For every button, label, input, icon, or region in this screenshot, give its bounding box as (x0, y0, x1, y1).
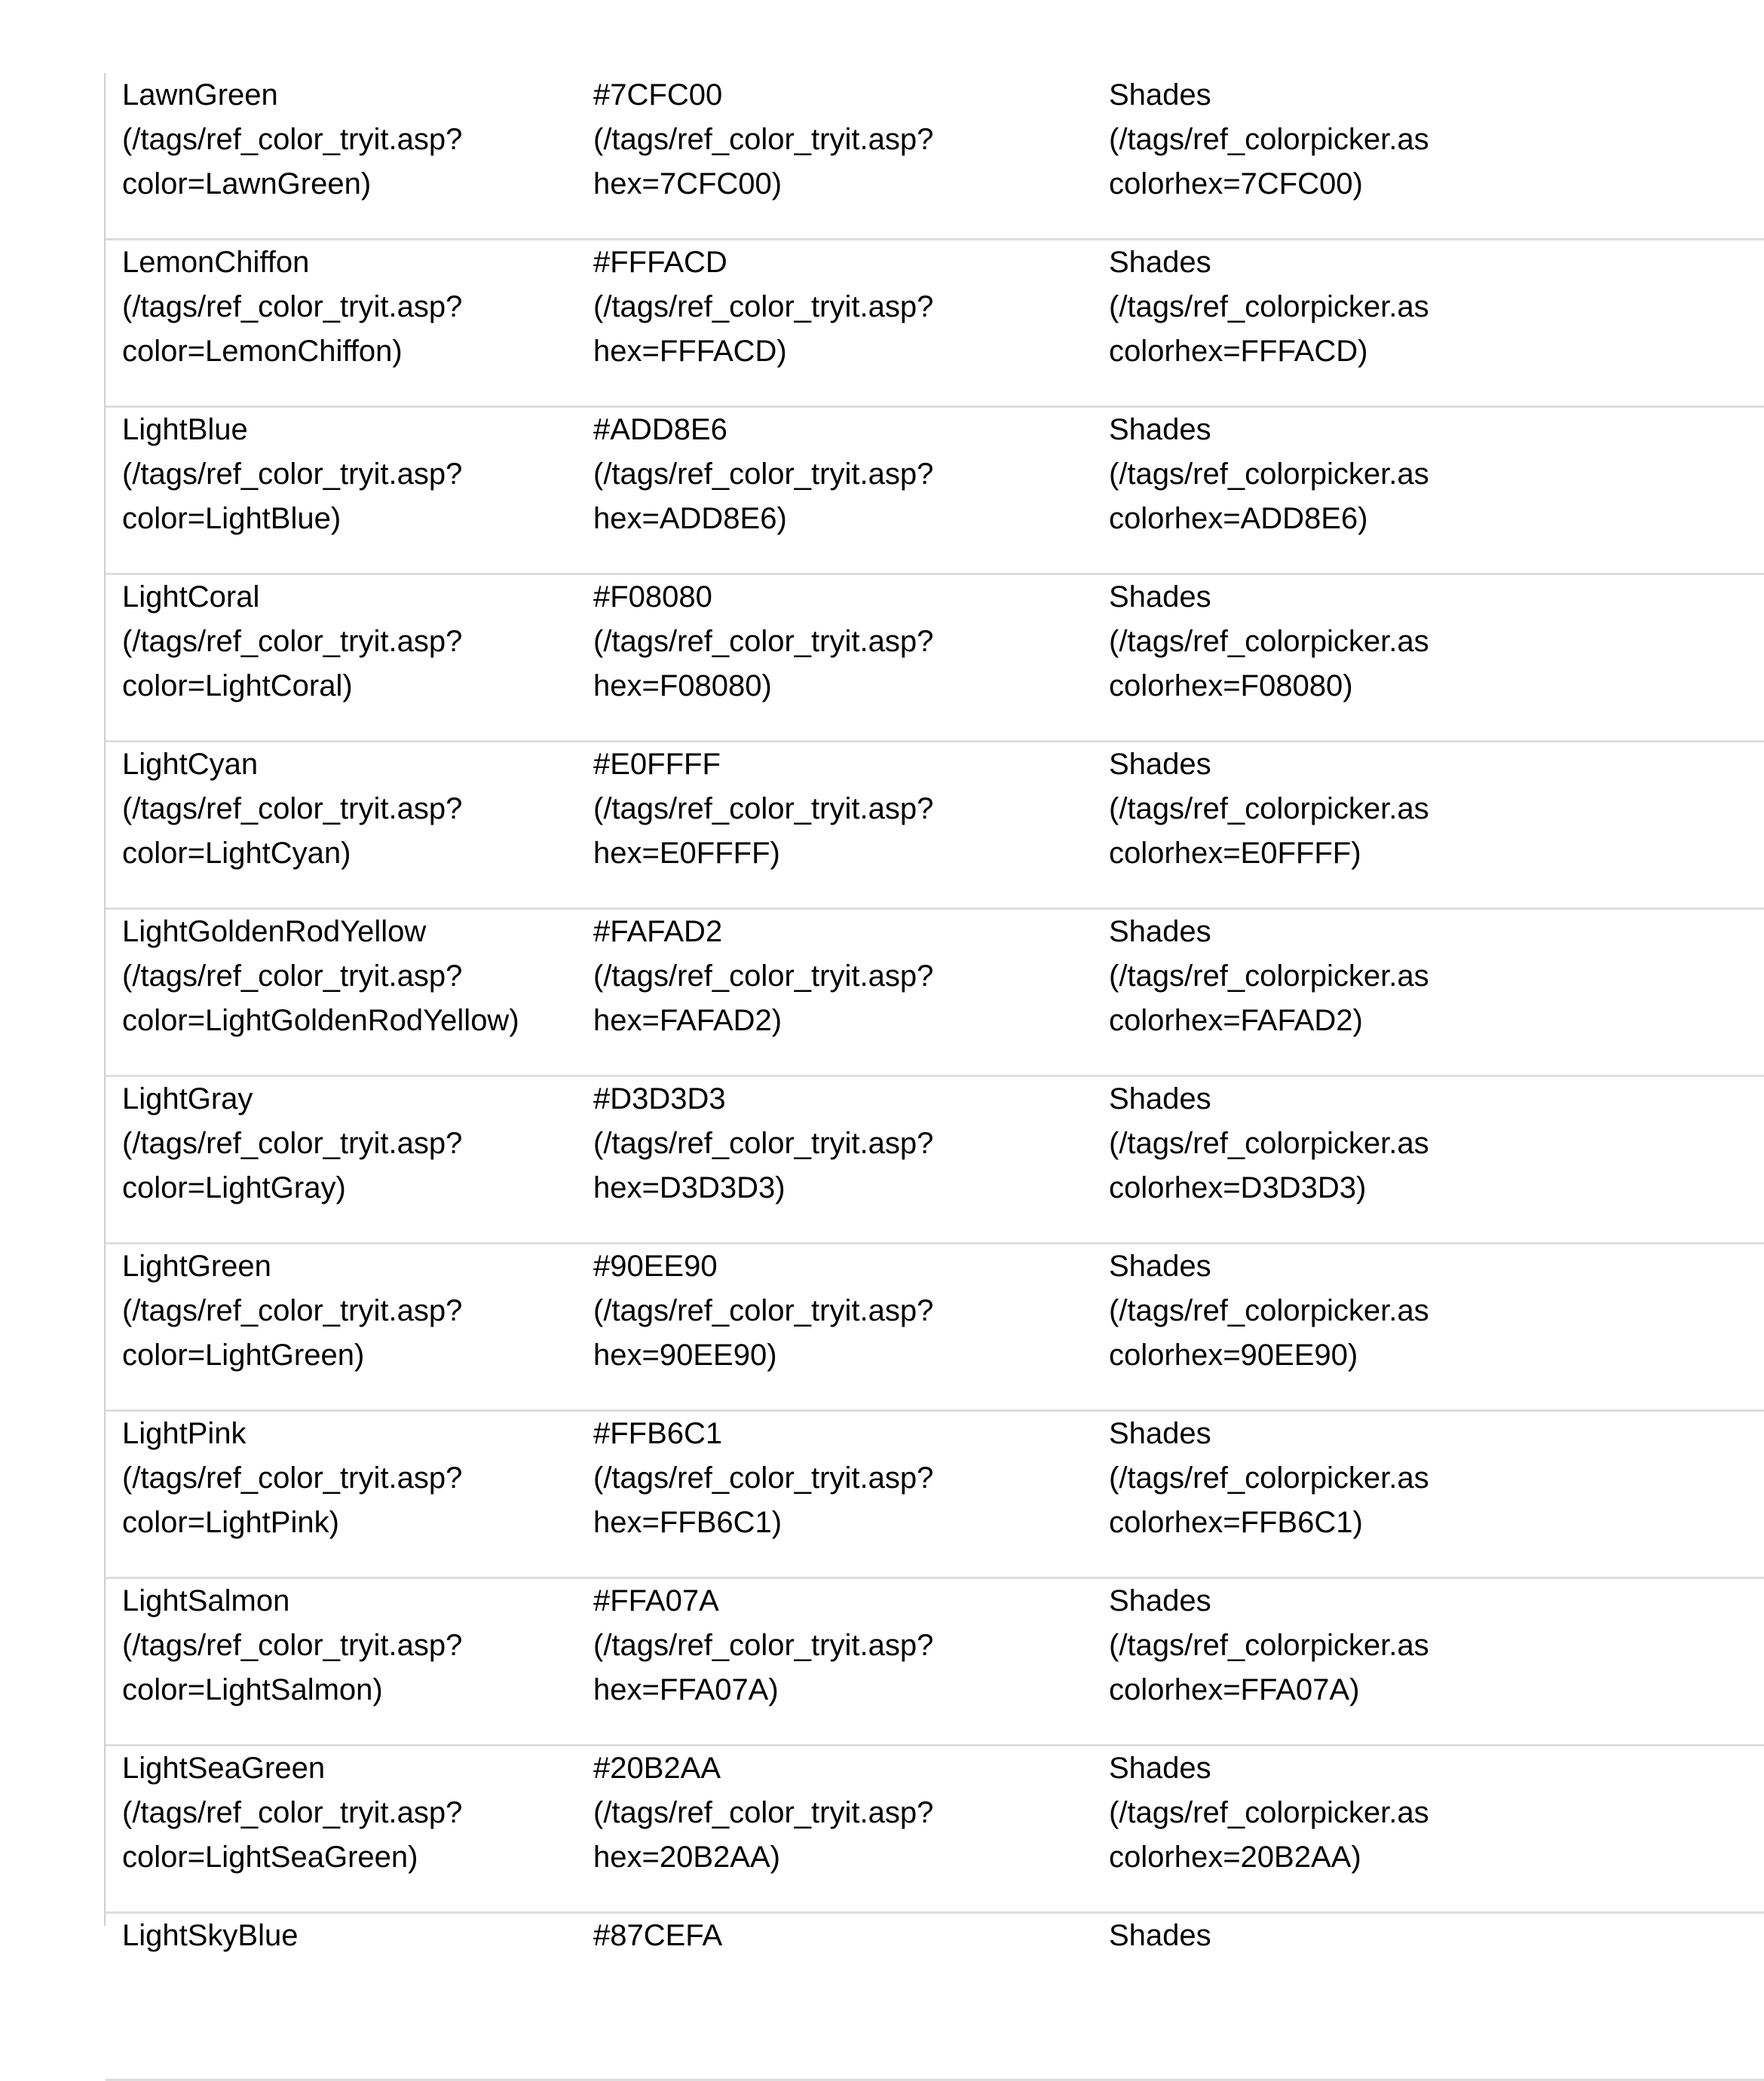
shades-label: Shades (1109, 915, 1211, 948)
color-hex-link[interactable] (593, 1077, 933, 1210)
shades-url: (/tags/ref_colorpicker.as (1109, 1127, 1429, 1160)
color-hex: #90EE90 (593, 1250, 718, 1283)
shades-label: Shades (1109, 1250, 1211, 1283)
color-table-viewport (104, 73, 1444, 1952)
color-hex: #87CEFA (593, 1919, 723, 1952)
color-hex: #FFFACD (593, 246, 727, 279)
shades-url: (/tags/ref_colorpicker.as (1109, 792, 1429, 825)
shades-label: Shades (1109, 78, 1211, 112)
color-shades-link[interactable] (1109, 910, 1429, 1043)
color-name: LightSeaGreen (122, 1752, 326, 1785)
color-hex-link[interactable] (593, 1579, 933, 1712)
color-name-url: (/tags/ref_color_tryit.asp? (122, 792, 463, 825)
color-name: LightCyan (122, 748, 259, 781)
shades-label: Shades (1109, 413, 1211, 446)
color-hex-link[interactable] (593, 742, 933, 876)
color-name-param: color=LightGray) (122, 1171, 346, 1204)
color-hex: #F08080 (593, 580, 712, 614)
shades-url: (/tags/ref_colorpicker.as (1109, 1629, 1429, 1662)
shades-url: (/tags/ref_colorpicker.as (1109, 123, 1429, 156)
color-shades-link[interactable] (1109, 1077, 1429, 1210)
color-name-link[interactable] (122, 408, 462, 541)
color-hex: #20B2AA (593, 1752, 721, 1785)
color-hex-url: (/tags/ref_color_tryit.asp? (593, 458, 934, 491)
color-name: LightGreen (122, 1250, 271, 1283)
color-hex-link[interactable] (593, 1412, 933, 1545)
color-name-param: color=LemonChiffon) (122, 335, 403, 368)
shades-param: colorhex=FFFACD) (1109, 335, 1368, 368)
color-hex: #E0FFFF (593, 748, 721, 781)
color-name-link[interactable] (122, 240, 462, 374)
color-name-link[interactable] (122, 1077, 462, 1210)
color-name-param: color=LightGoldenRodYellow) (122, 1004, 519, 1037)
color-shades-link[interactable] (1109, 1244, 1429, 1378)
color-hex-param: hex=E0FFFF) (593, 837, 780, 870)
color-hex: #ADD8E6 (593, 413, 727, 446)
color-name-link[interactable] (122, 575, 462, 708)
color-shades-link[interactable] (1109, 73, 1429, 207)
color-name-url: (/tags/ref_color_tryit.asp? (122, 290, 463, 323)
color-name: LightPink (122, 1417, 247, 1450)
color-name-param: color=LawnGreen) (122, 167, 372, 200)
color-hex-param: hex=FFFACD) (593, 335, 787, 368)
color-hex-param: hex=ADD8E6) (593, 502, 787, 535)
shades-label: Shades (1109, 748, 1211, 781)
color-hex-param: hex=20B2AA) (593, 1841, 780, 1874)
color-hex-param: hex=D3D3D3) (593, 1171, 786, 1204)
color-hex: #FFB6C1 (593, 1417, 723, 1450)
color-hex-url: (/tags/ref_color_tryit.asp? (593, 1796, 934, 1829)
table-row (106, 1579, 1764, 1746)
color-name-param: color=LightGreen) (122, 1339, 365, 1372)
color-shades-link[interactable] (1109, 575, 1429, 708)
color-name: LightGoldenRodYellow (122, 915, 427, 948)
color-shades-link[interactable] (1109, 408, 1429, 541)
color-shades-link[interactable] (1109, 1746, 1429, 1880)
color-hex-url: (/tags/ref_color_tryit.asp? (593, 1629, 934, 1662)
shades-url: (/tags/ref_colorpicker.as (1109, 1461, 1429, 1495)
table-row (106, 240, 1764, 408)
color-shades-link[interactable] (1109, 240, 1429, 374)
color-hex: #FFA07A (593, 1584, 719, 1617)
shades-url: (/tags/ref_colorpicker.as (1109, 959, 1429, 993)
shades-param: colorhex=FFA07A) (1109, 1673, 1360, 1706)
table-row (106, 1244, 1764, 1412)
table-row (106, 575, 1764, 742)
shades-param: colorhex=D3D3D3) (1109, 1171, 1367, 1204)
color-name-url: (/tags/ref_color_tryit.asp? (122, 625, 463, 658)
color-name-url: (/tags/ref_color_tryit.asp? (122, 458, 463, 491)
color-hex-url: (/tags/ref_color_tryit.asp? (593, 1294, 934, 1327)
color-name-url: (/tags/ref_color_tryit.asp? (122, 1629, 463, 1662)
shades-label: Shades (1109, 1082, 1211, 1115)
color-name-param: color=LightSeaGreen) (122, 1841, 418, 1874)
color-shades-link[interactable] (1109, 1914, 1211, 1958)
shades-label: Shades (1109, 1417, 1211, 1450)
color-name-url: (/tags/ref_color_tryit.asp? (122, 959, 463, 993)
shades-param: colorhex=7CFC00) (1109, 167, 1363, 200)
color-table (106, 73, 1764, 2081)
color-name: LawnGreen (122, 78, 278, 112)
color-hex: #7CFC00 (593, 78, 723, 112)
color-name-url: (/tags/ref_color_tryit.asp? (122, 1294, 463, 1327)
color-name-url: (/tags/ref_color_tryit.asp? (122, 123, 463, 156)
color-name: LightGray (122, 1082, 253, 1115)
shades-url: (/tags/ref_colorpicker.as (1109, 290, 1429, 323)
color-name-param: color=LightBlue) (122, 502, 341, 535)
color-hex-url: (/tags/ref_color_tryit.asp? (593, 1461, 934, 1495)
shades-label: Shades (1109, 1752, 1211, 1785)
color-name-param: color=LightCoral) (122, 669, 353, 702)
shades-label: Shades (1109, 1584, 1211, 1617)
table-row (106, 73, 1764, 240)
color-hex-link[interactable] (593, 73, 933, 207)
color-name: LightCoral (122, 580, 260, 614)
color-name-url: (/tags/ref_color_tryit.asp? (122, 1461, 463, 1495)
color-hex-url: (/tags/ref_color_tryit.asp? (593, 625, 934, 658)
table-row (106, 1914, 1764, 2081)
shades-label: Shades (1109, 246, 1211, 279)
color-name-url: (/tags/ref_color_tryit.asp? (122, 1127, 463, 1160)
shades-url: (/tags/ref_colorpicker.as (1109, 458, 1429, 491)
color-shades-link[interactable] (1109, 742, 1429, 876)
color-hex-param: hex=90EE90) (593, 1339, 777, 1372)
shades-param: colorhex=90EE90) (1109, 1339, 1358, 1372)
color-hex-param: hex=FFB6C1) (593, 1506, 782, 1539)
shades-label: Shades (1109, 1919, 1211, 1952)
color-hex-url: (/tags/ref_color_tryit.asp? (593, 1127, 934, 1160)
color-hex-param: hex=F08080) (593, 669, 772, 702)
color-hex-link[interactable] (593, 575, 933, 708)
shades-param: colorhex=FFB6C1) (1109, 1506, 1363, 1539)
color-hex-link[interactable] (593, 1746, 933, 1880)
shades-param: colorhex=FAFAD2) (1109, 1004, 1363, 1037)
color-hex-param: hex=FFA07A) (593, 1673, 779, 1706)
shades-label: Shades (1109, 580, 1211, 614)
color-name-param: color=LightPink) (122, 1506, 339, 1539)
table-row (106, 408, 1764, 575)
table-row (106, 1412, 1764, 1579)
color-hex-link[interactable] (593, 1914, 722, 1958)
table-row (106, 1746, 1764, 1914)
color-hex-link[interactable] (593, 240, 933, 374)
table-row (106, 742, 1764, 910)
shades-param: colorhex=F08080) (1109, 669, 1353, 702)
color-name: LightBlue (122, 413, 248, 446)
color-shades-link[interactable] (1109, 1412, 1429, 1545)
shades-param: colorhex=20B2AA) (1109, 1841, 1361, 1874)
color-name-param: color=LightCyan) (122, 837, 351, 870)
shades-param: colorhex=E0FFFF) (1109, 837, 1361, 870)
color-name-link[interactable] (122, 910, 519, 1043)
color-hex-url: (/tags/ref_color_tryit.asp? (593, 792, 934, 825)
color-hex-url: (/tags/ref_color_tryit.asp? (593, 123, 934, 156)
color-shades-link[interactable] (1109, 1579, 1429, 1712)
shades-url: (/tags/ref_colorpicker.as (1109, 625, 1429, 658)
color-name-link[interactable] (122, 73, 462, 207)
color-hex-link[interactable] (593, 408, 933, 541)
shades-url: (/tags/ref_colorpicker.as (1109, 1294, 1429, 1327)
color-name: LightSkyBlue (122, 1919, 299, 1952)
color-name: LightSalmon (122, 1584, 290, 1617)
table-row (106, 910, 1764, 1077)
color-name-link[interactable] (122, 1914, 298, 1958)
color-name-link[interactable] (122, 1244, 462, 1378)
color-hex-param: hex=FAFAD2) (593, 1004, 782, 1037)
color-hex: #D3D3D3 (593, 1082, 726, 1115)
color-hex-url: (/tags/ref_color_tryit.asp? (593, 290, 934, 323)
shades-url: (/tags/ref_colorpicker.as (1109, 1796, 1429, 1829)
color-name-link[interactable] (122, 1746, 462, 1880)
color-hex-url: (/tags/ref_color_tryit.asp? (593, 959, 934, 993)
color-name-link[interactable] (122, 1579, 462, 1712)
color-name-link[interactable] (122, 742, 462, 876)
color-name: LemonChiffon (122, 246, 310, 279)
color-hex-param: hex=7CFC00) (593, 167, 782, 200)
color-hex-link[interactable] (593, 910, 933, 1043)
color-hex: #FAFAD2 (593, 915, 723, 948)
table-row (106, 1077, 1764, 1244)
color-name-param: color=LightSalmon) (122, 1673, 383, 1706)
color-name-link[interactable] (122, 1412, 462, 1545)
color-name-url: (/tags/ref_color_tryit.asp? (122, 1796, 463, 1829)
color-hex-link[interactable] (593, 1244, 933, 1378)
shades-param: colorhex=ADD8E6) (1109, 502, 1368, 535)
